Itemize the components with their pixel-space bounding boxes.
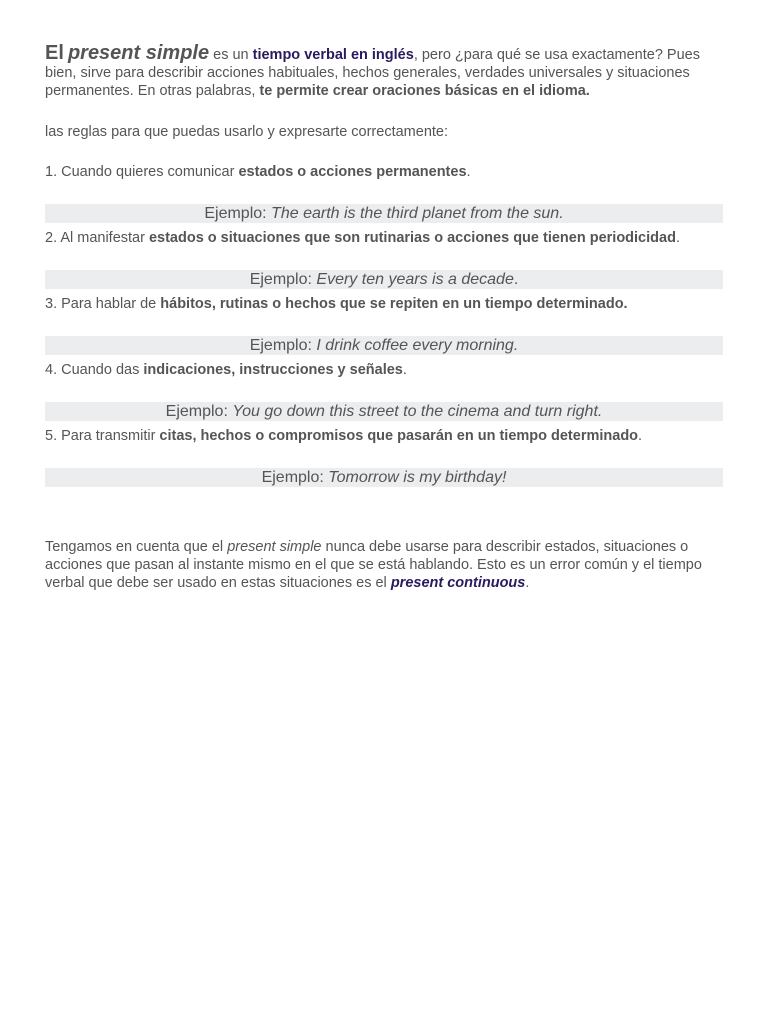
intro-es-un: es un: [209, 47, 253, 63]
example-5-text: Tomorrow is my birthday!: [328, 469, 507, 486]
rule-2: [45, 229, 725, 247]
example-5-label: Ejemplo:: [261, 469, 329, 486]
rule-5-suffix: .: [638, 428, 643, 444]
example-3-label: Ejemplo:: [249, 337, 317, 354]
article-body: [45, 44, 725, 592]
example-2-label: Ejemplo:: [249, 271, 317, 288]
rule-4-prefix: 4. Cuando das: [45, 362, 144, 378]
example-3-text: I drink coffee every morning.: [316, 337, 519, 354]
example-2-suffix: .: [513, 271, 519, 288]
rule-3-prefix: 3. Para hablar de: [45, 296, 161, 312]
rule-5-bold: citas, hechos o compromisos que pasarán en un tiempo determinado: [159, 428, 639, 444]
rule-5-prefix: 5. Para transmitir: [45, 428, 160, 444]
intro-body-text: , pero ¿para qué se usa exactamente? Pues bien, sirve para describir acciones habituales, hechos generales, verdades universales y situaciones permanentes. En otras palabras,: [45, 47, 700, 99]
closing-paragraph: [45, 538, 725, 592]
example-1: [45, 204, 723, 223]
example-2: [45, 270, 723, 289]
example-4-label: Ejemplo:: [165, 403, 233, 420]
example-1-label: Ejemplo:: [204, 205, 272, 222]
closing-present-simple: present simple: [227, 539, 322, 555]
tiempo-verbal-link[interactable]: tiempo verbal en inglés: [252, 47, 414, 63]
example-4: [45, 402, 723, 421]
rule-1: [45, 163, 725, 181]
example-1-text: The earth is the third planet from the sun.: [271, 205, 564, 222]
present-continuous-link[interactable]: present continuous: [390, 575, 526, 591]
intro-el: El: [45, 42, 64, 64]
rule-2-suffix: .: [675, 230, 680, 246]
rule-4: [45, 361, 725, 379]
rule-3: [45, 295, 725, 313]
closing-middle: nunca debe usarse para describir estados, situaciones o acciones que pasan al instante mismo en el que se está hablando. Esto es un error común y el tiempo verbal que debe ser usado en estas situaciones es el: [45, 539, 702, 591]
rule-1-bold: estados o acciones permanentes: [238, 164, 467, 180]
rule-5: [45, 427, 725, 445]
intro-present-simple: present simple: [67, 42, 210, 64]
intro-paragraph: [45, 44, 725, 100]
rule-1-prefix: 1. Cuando quieres comunicar: [45, 164, 239, 180]
example-4-text: You go down this street to the cinema and turn right.: [232, 403, 603, 420]
example-5: [45, 468, 723, 487]
rule-2-prefix: 2. Al manifestar: [45, 230, 149, 246]
closing-start: Tengamos en cuenta que el: [45, 539, 228, 555]
rule-4-bold: indicaciones, instrucciones y señales: [143, 362, 403, 378]
rule-1-suffix: .: [466, 164, 471, 180]
example-3: [45, 336, 723, 355]
rule-2-bold: estados o situaciones que son rutinarias o acciones que tienen periodicidad: [148, 230, 676, 246]
closing-end: .: [525, 575, 530, 591]
rule-3-bold: hábitos, rutinas o hechos que se repiten en un tiempo determinado.: [160, 296, 628, 312]
intro-bold-end: te permite crear oraciones básicas en el idioma.: [259, 83, 590, 99]
rules-intro: las reglas para que puedas usarlo y expresarte correctamente:: [45, 124, 448, 140]
rule-4-suffix: .: [402, 362, 407, 378]
example-2-text: Every ten years is a decade: [316, 271, 514, 288]
